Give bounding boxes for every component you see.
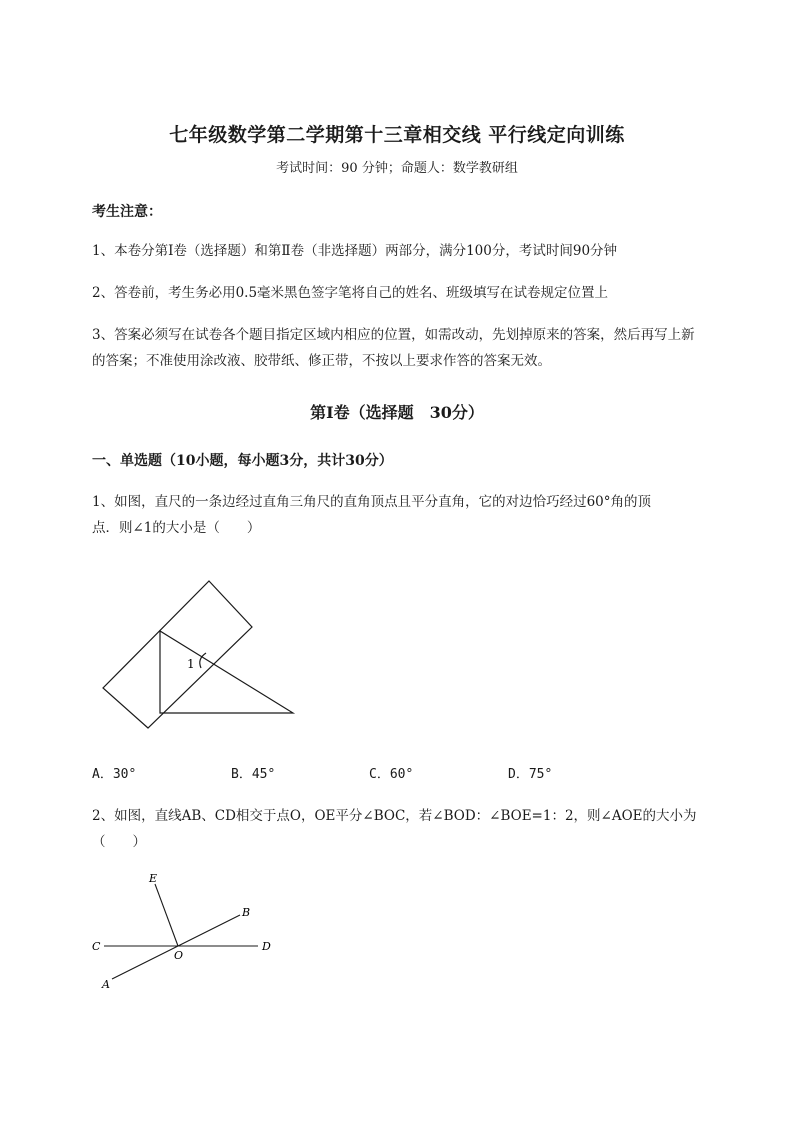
- line-ab: [112, 915, 240, 979]
- question-2-text-line-2: （ ）: [92, 834, 146, 850]
- notice-item-3-line-1: 3、答案必须写在试卷各个题目指定区域内相应的位置，如需改动，先划掉原来的答案，然后再写上新: [92, 327, 695, 343]
- ruler-shape: [103, 581, 252, 728]
- question-1-option-c[interactable]: C．60°: [369, 767, 414, 782]
- angle-1-arc: [200, 653, 206, 668]
- question-1-option-b[interactable]: B．45°: [231, 767, 276, 782]
- exam-info: 考试时间：90 分钟；命题人：数学教研组: [276, 161, 518, 176]
- page-title: 七年级数学第二学期第十三章相交线 平行线定向训练: [169, 124, 625, 146]
- label-d: D: [262, 940, 271, 953]
- notice-item-3-line-2: 的答案；不准使用涂改液、胶带纸、修正带，不按以上要求作答的答案无效。: [92, 353, 551, 369]
- label-a: A: [102, 978, 110, 991]
- notice-item-2: 2、答卷前，考生务必用0.5毫米黑色签字笔将自己的姓名、班级填写在试卷规定位置上: [92, 285, 609, 301]
- question-1-text-line-1: 1、如图，直尺的一条边经过直角三角尺的直角顶点且平分直角，它的对边恰巧经过60°角的顶: [92, 494, 652, 510]
- question-1-text-line-2: 点．则∠1的大小是（ ）: [92, 520, 261, 536]
- label-o: O: [174, 949, 184, 962]
- question-2-figure: [85, 865, 285, 995]
- angle-1-label: 1: [187, 657, 195, 671]
- label-b: B: [242, 906, 251, 919]
- question-2-text-line-1: 2、如图，直线AB、CD相交于点O，OE平分∠BOC，若∠BOD：∠BOE=1：2，则∠AOE的大小为: [92, 808, 697, 824]
- question-1-figure: [95, 570, 305, 735]
- question-1-option-d[interactable]: D．75°: [508, 767, 553, 782]
- label-c: C: [92, 940, 101, 953]
- part-title: 一、单选题（10小题，每小题3分，共计30分）: [92, 453, 393, 469]
- question-1-option-a[interactable]: A．30°: [92, 767, 137, 782]
- notice-item-1: 1、本卷分第Ⅰ卷（选择题）和第Ⅱ卷（非选择题）两部分，满分100分，考试时间90分钟: [92, 243, 618, 259]
- notice-heading: 考生注意：: [92, 204, 162, 220]
- ray-oe: [155, 884, 178, 946]
- section-title: 第Ⅰ卷（选择题 30分）: [310, 403, 484, 422]
- triangle-ruler-shape: [160, 631, 293, 713]
- label-e: E: [149, 872, 158, 885]
